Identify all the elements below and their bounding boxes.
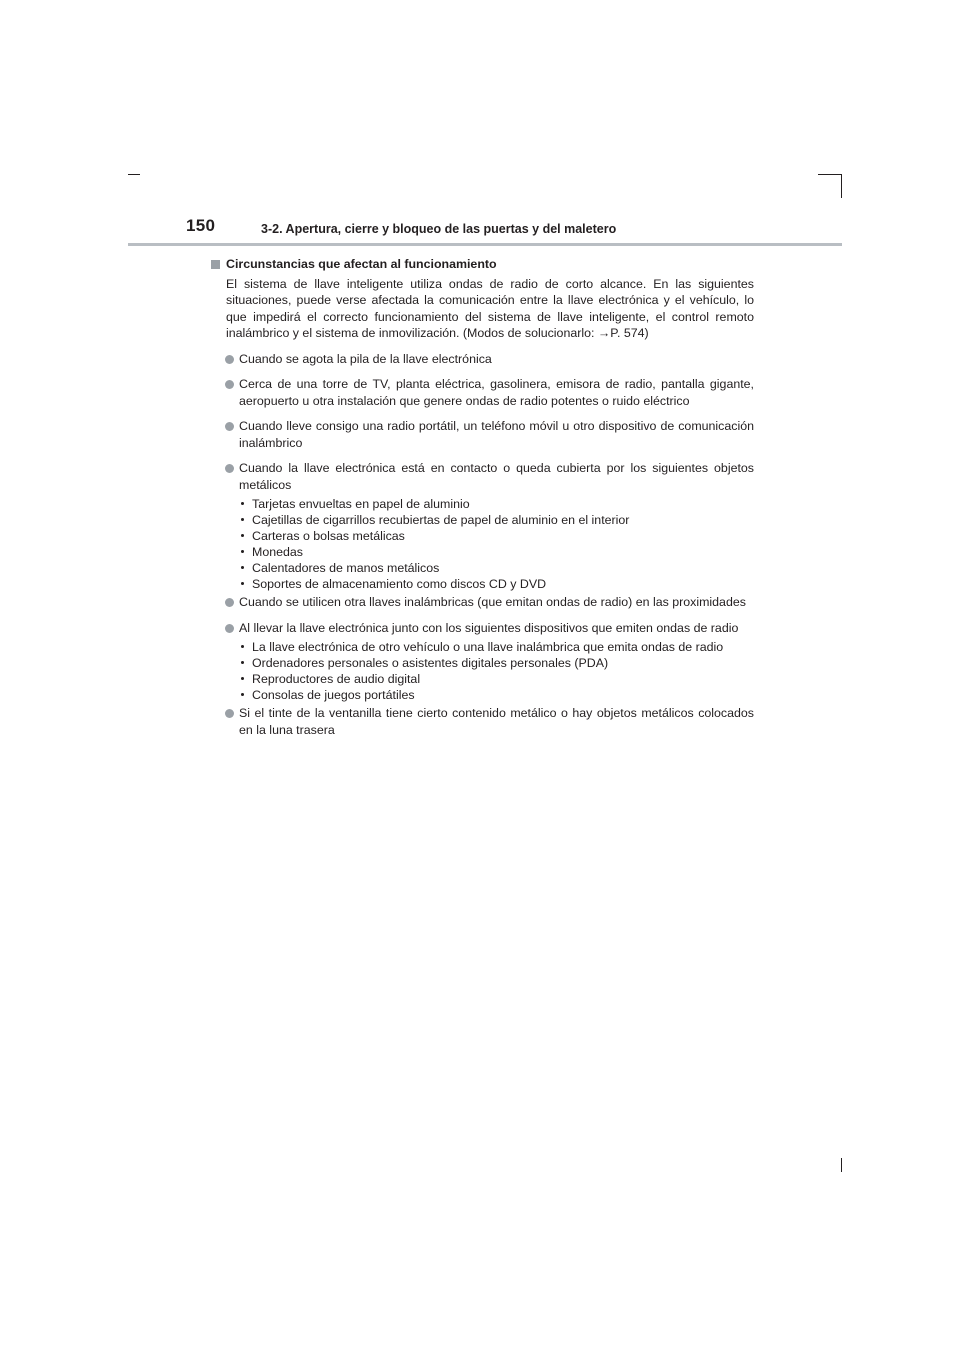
small-dot-icon [241,661,244,664]
circle-bullet-icon [225,624,234,633]
small-dot-icon [241,566,244,569]
small-dot-icon [241,693,244,696]
circle-bullet-icon [225,464,234,473]
small-dot-icon [241,582,244,585]
radio-devices-sublist [210,639,754,703]
small-dot-icon [241,518,244,521]
header-rule [128,243,842,246]
circle-bullet-icon [225,598,234,607]
crop-mark-top-right-h [818,174,842,175]
sublist-item: La llave electrónica de otro vehículo o una llave inalámbrica que emita ondas de radio [210,639,754,655]
sublist-item: Reproductores de audio digital [210,671,754,687]
small-dot-icon [241,645,244,648]
small-dot-icon [241,550,244,553]
section-title: 3-2. Apertura, cierre y bloqueo de las puertas y del maletero [261,222,617,236]
metal-objects-sublist [210,496,754,592]
small-dot-icon [241,502,244,505]
circle-bullet-icon [225,422,234,431]
list-item [210,620,754,637]
section-intro: El sistema de llave inteligente utiliza ondas de radio de corto alcance. En las siguientes situaciones, puede verse afectada la comunicación entre la llave electrónica y el vehículo, lo que impedirá el correcto funcionamiento del sistema de llave inteligente, el control remoto inalámbrico y el sistema de inmovilización. (Modos de solucionarlo: →P. 574) [226,276,754,340]
list-item-text: Si el tinte de la ventanilla tiene cierto contenido metálico o hay objetos metálicos colocados en la luna trasera [239,706,754,737]
list-item [210,351,754,368]
list-item [210,705,754,738]
list-item-text: Cuando se utilicen otra llaves inalámbricas (que emitan ondas de radio) en las proximidades [239,595,746,609]
section-heading-text: Circunstancias que afectan al funcionamiento [226,257,497,271]
sublist-item: Calentadores de manos metálicos [210,560,754,576]
sublist-item: Monedas [210,544,754,560]
list-item [210,376,754,409]
square-bullet-icon [211,260,220,269]
sublist-item: Ordenadores personales o asistentes digitales personales (PDA) [210,655,754,671]
crop-mark-bottom-right [841,1158,842,1172]
sublist-item: Tarjetas envueltas en papel de aluminio [210,496,754,512]
sublist-item: Cajetillas de cigarrillos recubiertas de papel de aluminio en el interior [210,512,754,528]
circle-bullet-icon [225,380,234,389]
list-item-text: Al llevar la llave electrónica junto con los siguientes dispositivos que emiten ondas de radio [239,620,739,635]
page-content [210,256,754,747]
small-dot-icon [241,534,244,537]
crop-mark-top-right-v [841,174,842,198]
sublist-item: Consolas de juegos portátiles [210,687,754,703]
list-item [210,460,754,493]
list-item-text: Cerca de una torre de TV, planta eléctrica, gasolinera, emisora de radio, pantalla gigante, aeropuerto u otra instalación que genere ondas de radio potentes o ruido eléctrico [239,377,754,408]
circle-bullet-icon [225,709,234,718]
circle-bullet-icon [225,355,234,364]
page-number: 150 [186,216,216,235]
list-item [210,418,754,451]
list-item-text: Cuando se agota la pila de la llave electrónica [239,351,492,366]
section-heading [210,256,754,273]
list-item-text: Cuando la llave electrónica está en contacto o queda cubierta por los siguientes objetos metálicos [239,461,754,492]
sublist-item: Carteras o bolsas metálicas [210,528,754,544]
crop-mark-top-left [128,174,140,175]
list-item [210,594,754,611]
list-item-text: Cuando lleve consigo una radio portátil, un teléfono móvil u otro dispositivo de comunicación inalámbrico [239,419,754,450]
sublist-item: Soportes de almacenamiento como discos CD y DVD [210,576,754,592]
small-dot-icon [241,677,244,680]
